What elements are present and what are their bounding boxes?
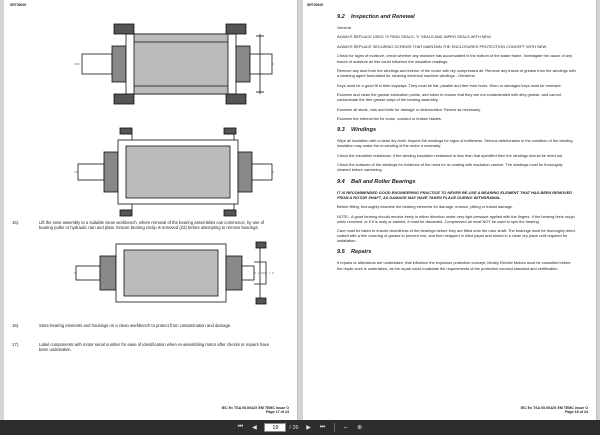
page-left: [4, 0, 298, 420]
last-page-icon[interactable]: ⏭: [319, 424, 326, 430]
bearing-warning: IT IS RECOMMENDED GOOD ENGINEERING PRACTICE TO NEVER RE-USE A BEARING ELEMENT THAT HAS BEEN REMOVED FROM A ROTOR SHAFT, AS DAMAGE MAY HAVE TAKEN PLACE DURING WITHDRAWAL.: [337, 189, 572, 200]
doc-code: SRT00000: [10, 3, 27, 7]
section-heading: 9.3 Windings: [337, 127, 377, 134]
section-heading: 9.5 Repairs: [337, 249, 372, 256]
page-total: / 26: [289, 424, 299, 431]
step-text: Label components with motor serial number for ease of identification when re-assembling motor after checks or repairs have been undertaken.: [39, 342, 269, 353]
step-text: Lift the rotor assembly to a suitable clean workbench, where removal of the bearing assemblies can commence, by use of bearing puller or hydraulic ram and plate. Ensure bearing circlip is removed (22) before attempting to remove bearings.: [39, 220, 265, 231]
step-number: 16).: [12, 323, 20, 328]
page-content: 9.2 Inspection and Renewal General ALWAYS REPLACE USED 'O' RING SEALS, 'V' SEALS AND INPRO SEALS WITH NEW. ALWAYS REPLACE SECURING SCREWS THAT MAINTAIN THE ENCLOSURES PROTECTION CONCEPT WITH NEW. Check for signs of moisture, check whether any moisture has accumulated in the bottom of the stator frame. Investigate the cause of any traces of moisture as this could influence the insulation readings. Remove any dust from the windings and interior of the motor with dry compressed air. Remove any traces of grease from the windings with a cleaning agent formulated for cleaning electrical machine windings - Genklene. Keys must be a good fit in their keyways. They must be flat, parallel and free from burrs. Worn or damaged keys must be renewed. Examine and clean the grease lubrication points, and tubes to ensure that they are not contaminated with dirty grease, and cannot contaminate the free grease ways of the bearing assembly. Examine all studs, nuts and bolts for damage or deterioration. Renew as necessary. Examine the internal fan for loose, cracked or broken blades. 9.3 Windings Wipe all insulation with a clean dry cloth. Inspect the windings for signs of brittleness. Serious deterioration in the condition of the winding insulation may make the re-winding of the motor a necessity. Check the insulation resistance, if the winding insulation resistance is less than that specified then the windings should be dried out. Check the surfaces of the windings for evidence of the need for re-coating with insulation varnish. The windings must be thoroughly cleaned before varnishing. 9.4 Ball and Roller Bearings IT IS RECOMMENDED GOOD ENGINEERING PRACTICE TO NEVER RE-USE A BEARING ELEMENT THAT HAS BEEN REMOVED FROM A ROTOR SHAFT, AS DAMAGE MAY HAVE TAKEN PLACE DURING WITHDRAWAL. Before fitting, thoroughly examine the bearing elements for damage, erosion, pitting or transit damage. NOTE:- A good bearing should revolve freely in either direction under very light pressure applied with the fingers. If the bearing feels rough when revolved, or if it is rusty or stained, it must be discarded. Compressed air must NOT be used to spin the bearing. Care must be taken to ensure cleanliness of the bearings before they are fitted onto the rotor shaft. The bearings must be thoroughly dried, coated with a thin covering of grease to prevent rust, and then wrapped in oiled paper and stored in a clean dry place until required for installation. 9.5 Repairs If repairs or alterations are undertaken, that influence the explosion protection concept, Morley Electric Motors must be consulted before the repair work is undertaken, as the repair could invalidate the requirements of the protection concept standard and certification.: [337, 14, 576, 271]
rotor-bearing-figure-2: [74, 122, 274, 222]
page-footer: IEC Ex TSA 05.0042X EM TEMC Issue O Page 18 of 24: [520, 405, 588, 415]
toolbar-divider: [334, 423, 335, 432]
rotor-bearing-figure-1: [74, 14, 274, 114]
zoom-icon[interactable]: ⊕: [357, 425, 363, 431]
fit-width-icon[interactable]: ⇔: [342, 424, 349, 431]
first-page-icon[interactable]: ⏮: [237, 424, 244, 430]
section-heading: 9.2 Inspection and Renewal: [337, 14, 415, 20]
next-page-icon[interactable]: ▶: [306, 425, 311, 431]
rotor-bearing-figure-3: [74, 232, 274, 314]
step-text: Store bearing elements and housings on a clean workbench to protect from contamination and damage.: [39, 323, 232, 328]
page-indicator: [264, 423, 298, 433]
page-right: [303, 0, 597, 420]
page-footer: IEC Ex TSA 05.0042X EM TEMC Issue O Page 17 of 24: [221, 405, 289, 415]
step-number: 17).: [12, 342, 20, 347]
page-number-input[interactable]: [264, 423, 286, 432]
viewer-toolbar: [0, 420, 600, 435]
step-number: 15).: [12, 220, 20, 225]
doc-code: SRT00000: [307, 3, 324, 7]
section-heading: 9.4 Ball and Roller Bearings: [337, 178, 416, 185]
prev-page-icon[interactable]: ◀: [252, 425, 257, 431]
